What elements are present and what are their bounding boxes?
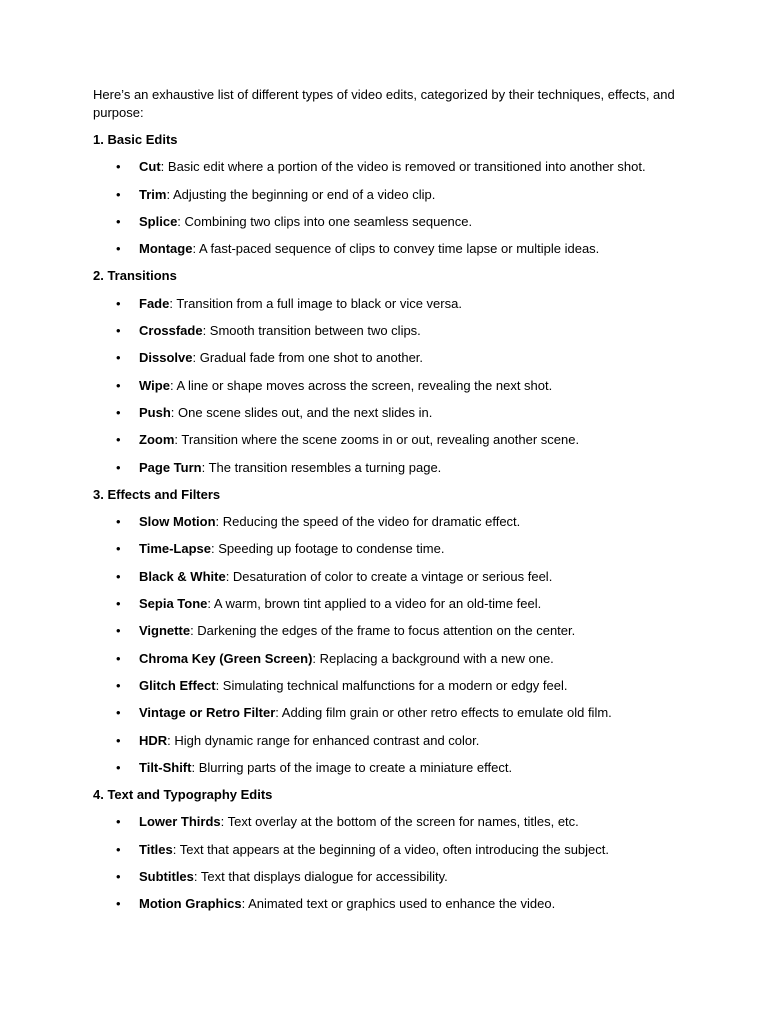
- item-description: : A warm, brown tint applied to a video for an old-time feel.: [207, 596, 542, 612]
- section-basic-edits: [93, 131, 688, 258]
- item-description: : Text that displays dialogue for accessibility.: [193, 869, 448, 885]
- item-term: Trim: [139, 186, 167, 202]
- item-description: : Blurring parts of the image to create a miniature effect.: [191, 759, 513, 775]
- item-description: : Text overlay at the bottom of the screen for names, titles, etc.: [220, 814, 579, 830]
- item-term: Page Turn: [139, 459, 202, 475]
- item-description: : Desaturation of color to create a vintage or serious feel.: [225, 568, 553, 584]
- bullet-icon: •: [116, 159, 121, 175]
- item-term: Wipe: [139, 377, 170, 393]
- list-item: [93, 813, 688, 831]
- list-item: [93, 158, 688, 176]
- list-item: [93, 349, 688, 367]
- bullet-icon: •: [116, 432, 121, 448]
- item-description: : A line or shape moves across the screen, revealing the next shot.: [169, 377, 553, 393]
- bullet-icon: •: [116, 705, 121, 721]
- list-item: [93, 841, 688, 859]
- item-term: Vignette: [139, 623, 191, 639]
- item-description: : Darkening the edges of the frame to focus attention on the center.: [190, 623, 576, 639]
- item-term: Sepia Tone: [139, 596, 208, 612]
- item-term: Tilt-Shift: [139, 759, 192, 775]
- item-term: Glitch Effect: [139, 677, 216, 693]
- item-description: : Adding film grain or other retro effects to emulate old film.: [275, 705, 612, 721]
- list-item: [93, 540, 688, 558]
- item-term: Fade: [139, 295, 170, 311]
- bullet-icon: •: [116, 814, 121, 830]
- item-term: Push: [139, 404, 171, 420]
- list-item: [93, 213, 688, 231]
- item-term: Montage: [139, 241, 193, 257]
- item-description: : Adjusting the beginning or end of a video clip.: [166, 186, 436, 202]
- section-heading: 4. Text and Typography Edits: [93, 787, 273, 803]
- bullet-icon: •: [116, 186, 121, 202]
- bullet-icon: •: [116, 241, 121, 257]
- item-description: : One scene slides out, and the next slides in.: [170, 404, 433, 420]
- item-description: : Replacing a background with a new one.: [312, 650, 554, 666]
- item-description: : The transition resembles a turning page.: [201, 459, 442, 475]
- section-heading: 1. Basic Edits: [93, 132, 178, 147]
- section-text-typography: [93, 786, 688, 913]
- item-description: : Transition from a full image to black or vice versa.: [169, 295, 462, 311]
- list-item: [93, 704, 688, 722]
- item-description: : Combining two clips into one seamless sequence.: [177, 213, 473, 229]
- list-item: [93, 650, 688, 668]
- bullet-icon: •: [116, 323, 121, 339]
- bullet-icon: •: [116, 650, 121, 666]
- bullet-icon: •: [116, 896, 121, 912]
- intro-paragraph: Here’s an exhaustive list of different types of video edits, categorized by their techniques, effects, and purpose:: [93, 87, 675, 120]
- bullet-icon: •: [116, 568, 121, 584]
- list-item: [93, 677, 688, 695]
- list-item: [93, 513, 688, 531]
- bullet-icon: •: [116, 350, 121, 366]
- item-description: : Speeding up footage to condense time.: [211, 541, 445, 557]
- bullet-icon: •: [116, 869, 121, 885]
- item-description: : Reducing the speed of the video for dramatic effect.: [215, 514, 521, 530]
- item-term: Cut: [139, 159, 161, 175]
- bullet-icon: •: [116, 459, 121, 475]
- list-item: [93, 322, 688, 340]
- item-term: Black & White: [139, 568, 226, 584]
- item-term: Zoom: [139, 432, 175, 448]
- section-transitions: [93, 267, 688, 476]
- item-description: : Gradual fade from one shot to another.: [192, 350, 424, 366]
- item-term: Motion Graphics: [139, 896, 242, 912]
- bullet-icon: •: [116, 404, 121, 420]
- item-description: : Transition where the scene zooms in or out, revealing another scene.: [174, 432, 580, 448]
- item-term: Titles: [139, 841, 173, 857]
- list-item: [93, 868, 688, 886]
- item-term: Subtitles: [139, 869, 194, 885]
- bullet-icon: •: [116, 841, 121, 857]
- list-item: [93, 595, 688, 613]
- bullet-icon: •: [116, 623, 121, 639]
- item-description: : Text that appears at the beginning of a video, often introducing the subject.: [172, 841, 609, 857]
- list-item: [93, 568, 688, 586]
- bullet-icon: •: [116, 541, 121, 557]
- item-term: HDR: [139, 732, 168, 748]
- item-term: Chroma Key (Green Screen): [139, 650, 313, 666]
- section-heading: 2. Transitions: [93, 268, 177, 284]
- list-item: [93, 759, 688, 777]
- bullet-list: [93, 158, 688, 258]
- item-description: : Simulating technical malfunctions for a modern or edgy feel.: [215, 677, 568, 693]
- item-term: Splice: [139, 213, 178, 229]
- bullet-icon: •: [116, 213, 121, 229]
- item-term: Lower Thirds: [139, 814, 221, 830]
- item-description: : Smooth transition between two clips.: [202, 323, 421, 339]
- list-item: [93, 377, 688, 395]
- list-item: [93, 186, 688, 204]
- bullet-icon: •: [116, 514, 121, 530]
- item-description: : High dynamic range for enhanced contrast and color.: [167, 732, 480, 748]
- section-heading: 3. Effects and Filters: [93, 486, 221, 502]
- list-item: [93, 404, 688, 422]
- item-description: : A fast-paced sequence of clips to convey time lapse or multiple ideas.: [192, 241, 600, 257]
- list-item: [93, 295, 688, 313]
- list-item: [93, 732, 688, 750]
- bullet-icon: •: [116, 732, 121, 748]
- bullet-list: [93, 295, 688, 477]
- list-item: [93, 431, 688, 449]
- bullet-icon: •: [116, 759, 121, 775]
- bullet-list: [93, 813, 688, 913]
- item-term: Time-Lapse: [139, 541, 212, 557]
- item-term: Crossfade: [139, 323, 203, 339]
- item-description: : Animated text or graphics used to enhance the video.: [241, 896, 556, 912]
- item-description: : Basic edit where a portion of the video is removed or transitioned into another shot.: [160, 159, 646, 175]
- item-term: Slow Motion: [139, 514, 216, 530]
- item-term: Vintage or Retro Filter: [139, 705, 276, 721]
- section-effects-filters: [93, 486, 688, 777]
- item-term: Dissolve: [139, 350, 193, 366]
- bullet-icon: •: [116, 596, 121, 612]
- bullet-icon: •: [116, 677, 121, 693]
- bullet-icon: •: [116, 377, 121, 393]
- list-item: [93, 459, 688, 477]
- bullet-list: [93, 513, 688, 777]
- list-item: [93, 895, 688, 913]
- bullet-icon: •: [116, 295, 121, 311]
- list-item: [93, 622, 688, 640]
- list-item: [93, 240, 688, 258]
